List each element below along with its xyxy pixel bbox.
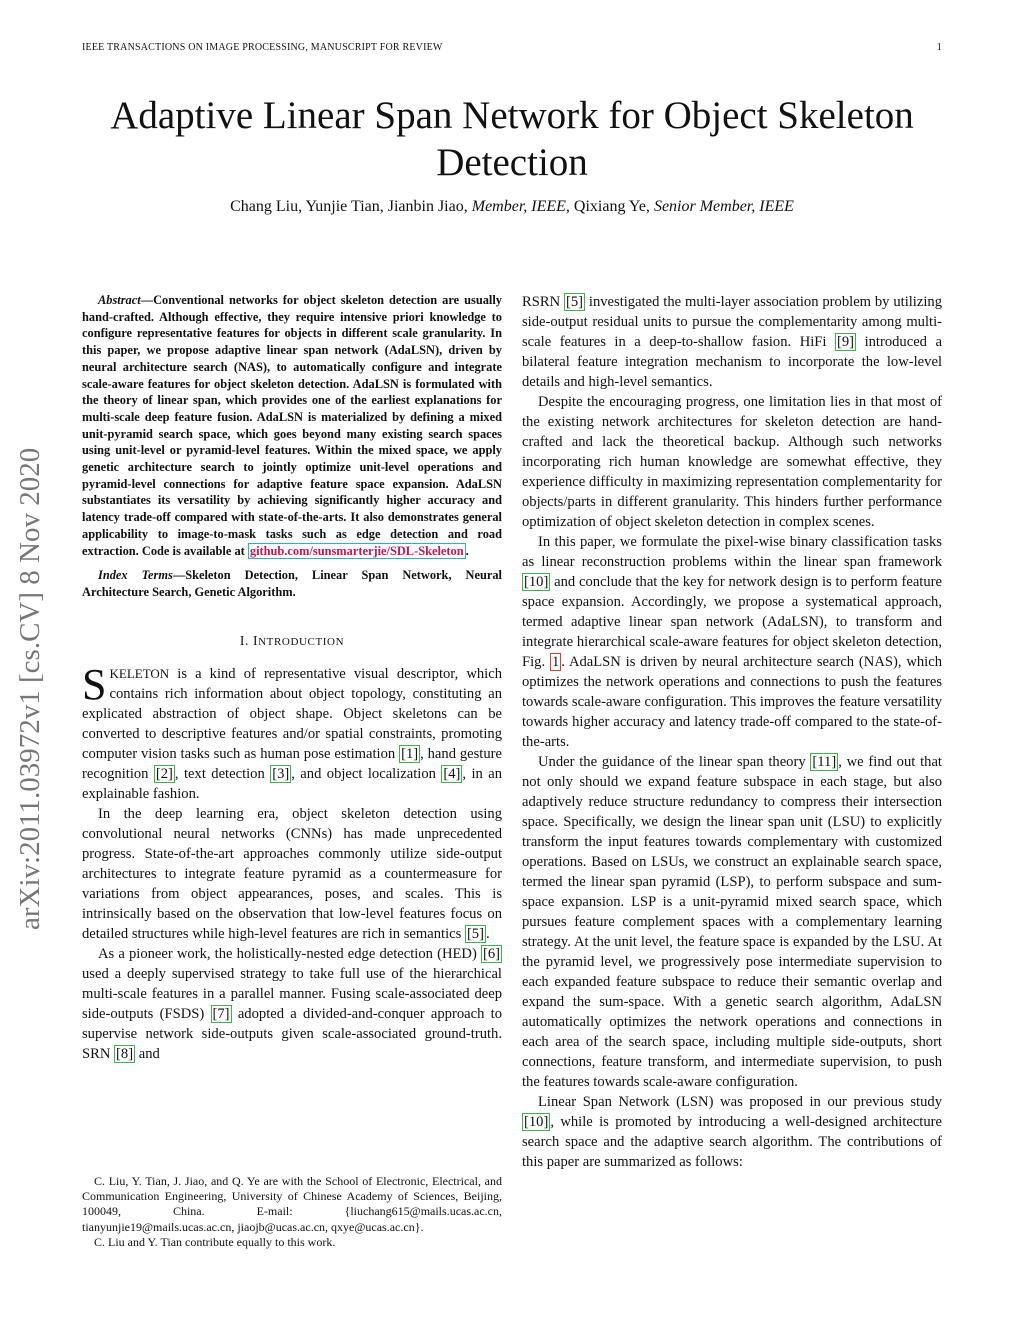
citation-9[interactable]: [9] — [837, 334, 855, 350]
citation-6[interactable]: [6] — [482, 945, 500, 962]
right-paragraph-2: Despite the encouraging progress, one limitation lies in that most of the existing network architectures for skeleton detection are hand-crafted and lack the theoretical backup. Although such networks incorporating rich human knowledge are somewhat effective, they experience difficulty in maximizing representation complementarity for objects/parts in different granularity. This hinders further performance optimization of object skeleton detection in complex scenes. — [522, 394, 942, 530]
citation-11[interactable]: [11] — [812, 754, 837, 770]
author-role-senior: Senior Member, IEEE — [653, 198, 794, 215]
text-run: As a pioneer work, the holistically-nested edge detection (HED) — [98, 945, 481, 962]
author-role-member: Member, IEEE, — [471, 198, 570, 215]
text-run: , text detection — [174, 765, 271, 782]
code-link[interactable]: github.com/sunsmarterjie/SDL-Skeleton — [249, 543, 464, 558]
journal-name: IEEE TRANSACTIONS ON IMAGE PROCESSING, MANUSCRIPT FOR REVIEW — [82, 42, 443, 53]
text-run: In this paper, we formulate the pixel-wise binary classification tasks as linear reconstruction problems within the linear span framework — [522, 534, 942, 570]
intro-first-word: KELETON — [109, 665, 170, 681]
text-run: . — [485, 925, 490, 942]
citation-10[interactable]: [10] — [524, 574, 549, 590]
text-run: investigated the multi-layer association problem by utilizing side-output residual units to pursue the complementarity among multi-scale features in a deep-to-shallow fasion. HiFi — [522, 294, 942, 350]
text-run: , we find out that not only should we expand feature subspace in each stage, but also adaptively reduce structure redundancy to compress their intersection space. Specifically, we design the linear span unit (LSU) to explicitly transform the input features towards complementary with customized operations. Based on LSUs, we construct an explainable search space, termed the linear span pyramid (LSP), to perform subspace and sum-space expansion. LSP is a unit-pyramid mixed search space, which pursues feature complement spaces with a complementary learning strategy. At the unit level, the feature space is expanded by the LSU. At the pyramid level, we progressively pose intermediate supervision to each expanded feature subspace to reduce their semantic overlap and expand the sum-space. With a genetic search algorithm, AdaLSN automatically optimizes the network operations and connections in each area of the search space, including multiple side-outputs, short connections, feature transform, and intermediate supervision, to push the features towards scale-aware configuration. — [522, 754, 942, 1090]
text-run: . AdaLSN is driven by neural architecture search (NAS), which optimizes the network operations and connections to push the features towards scale-aware configuration. This improves the feature versatility towards higher accuracy and latency trade-off compared to the state-of-the-arts. — [522, 654, 943, 750]
text-run: used a deeply supervised strategy to take full use of the hierarchical multi-scale features in a parallel manner. Fusing scale-associated deep side-outputs (FSDS) — [82, 965, 502, 1022]
right-paragraph-5 — [522, 1092, 942, 1172]
citation-5[interactable]: [5] — [466, 925, 484, 942]
text-run: is a kind of representative visual descriptor, which contains rich information about object topology, constituting an explicated abstraction of object shape. Object skeletons can be converted to descriptive features and/or spatial constraints, promoting computer vision tasks such as human pose estimation — [82, 665, 502, 762]
intro-paragraph-2 — [82, 804, 502, 944]
citation-5[interactable]: [5] — [566, 294, 584, 310]
abstract-text: —Conventional networks for object skeleton detection are usually hand-crafted. Although effective, they require intensive priori knowledge to configure representative features for objects in different scale granularity. In this paper, we propose adaptive linear span network (AdaLSN), driven by neural architecture search (NAS), to automatically configure and integrate scale-aware features for object skeleton detection. AdaLSN is formulated with the theory of linear span, which provides one of the earliest explanations for multi-scale deep feature fusion. AdaLSN is materialized by defining a mixed unit-pyramid search space, which goes beyond many existing search spaces using unit-level or pyramid-level features. Within the mixed space, we apply genetic architecture search to jointly optimize unit-level operations and pyramid-level connections for adaptive feature space expansion. AdaLSN substantiates its versatility by achieving significantly higher accuracy and latency trade-off compared with state-of-the-arts. It also demonstrates general applicability to image-to-mask tasks such as edge detection and road extraction. Code is available at — [82, 293, 502, 558]
right-paragraph-3 — [522, 532, 942, 752]
figure-1-link[interactable]: 1 — [551, 654, 560, 670]
text-run: , hand gesture recognition — [82, 745, 502, 782]
citation-8[interactable]: [8] — [116, 1045, 134, 1062]
index-terms-text: —Skeleton Detection, Linear Span Network, Neural Architecture Search, Genetic Algorithm. — [82, 568, 502, 599]
index-terms-label: Index Terms — [98, 568, 173, 583]
section-title-rest: NTRODUCTION — [258, 635, 345, 648]
dropcap: S — [82, 659, 107, 709]
citation-3[interactable]: [3] — [272, 765, 290, 782]
text-run: adopted a divided-and-conquer approach to supervise network side-outputs given scale-associated ground-truth. SRN — [82, 1005, 502, 1062]
citation-1[interactable]: [1] — [401, 745, 419, 762]
text-run: , while is promoted by introducing a well-designed architecture search space and the adaptive search algorithm. The contributions of this paper are summarized as follows: — [522, 1114, 942, 1170]
text-run: RSRN — [522, 294, 564, 310]
section-heading-introduction — [82, 631, 502, 652]
abstract — [82, 292, 502, 559]
abstract-end: . — [465, 543, 469, 558]
authors-part-1: Chang Liu, Yunjie Tian, Jianbin Jiao, — [230, 198, 472, 215]
footnote-affiliation: C. Liu, Y. Tian, J. Jiao, and Q. Ye are with the School of Electronic, Electrical, and Communication Engineering, University of Chinese Academy of Sciences, Beijing, 100049, China. E-mail: {liuchang615@mails.ucas.ac.cn, tianyunjie19@mails.ucas.ac.cn, jiaojb@ucas.ac.cn, qxye@ucas.ac.cn}. — [82, 1174, 502, 1234]
citation-7[interactable]: [7] — [212, 1005, 230, 1022]
abstract-label: Abstract — [98, 293, 141, 307]
text-run: , in an explainable fashion. — [82, 765, 502, 802]
citation-2[interactable]: [2] — [155, 765, 173, 782]
section-title-initial: I — [252, 632, 259, 648]
text-run: and — [135, 1045, 160, 1062]
running-head — [82, 42, 942, 56]
intro-paragraph-3 — [82, 944, 502, 1064]
paper-title: Adaptive Linear Span Network for Object Skeleton Detection — [110, 94, 914, 184]
citation-10[interactable]: [10] — [524, 1114, 549, 1130]
right-paragraph-4 — [522, 752, 942, 1092]
index-terms — [82, 567, 502, 600]
text-run: and conclude that the key for network design is to perform feature space expansion. Accordingly, we propose a systematical approach, termed adaptive linear span network (AdaLSN), to transform and integrate hierarchical scale-aware features for object skeleton detection, Fig. — [522, 574, 942, 670]
right-paragraph-1 — [522, 292, 942, 392]
footnote-equal-contribution: C. Liu and Y. Tian contribute equally to this work. — [94, 1234, 336, 1249]
authors-part-2: Qixiang Ye, — [569, 198, 654, 215]
text-run: introduced a bilateral feature integration mechanism to incorporate the low-level details and high-level semantics. — [522, 334, 942, 390]
author-footnote — [82, 1174, 502, 1250]
text-run: In the deep learning era, object skeleton detection using convolutional neural networks (CNNs) has made unprecedented progress. State-of-the-art approaches commonly utilize side-output architectures to integrate feature pyramid as a countermeasure for variations from object appearances, poses, and scales. This is intrinsically based on the observation that low-level features focus on detailed structures while high-level features are rich in semantics — [82, 805, 502, 942]
intro-paragraph-1 — [82, 659, 502, 804]
page-number: 1 — [936, 42, 942, 53]
text-run: , and object localization — [291, 765, 442, 782]
text-run: Linear Span Network (LSN) was proposed in our previous study — [538, 1094, 942, 1110]
author-list — [82, 198, 942, 216]
citation-4[interactable]: [4] — [443, 765, 461, 782]
text-run: Under the guidance of the linear span theory — [538, 754, 811, 770]
left-column — [82, 292, 502, 1064]
section-numeral: I. — [239, 632, 253, 648]
arxiv-stamp[interactable]: arXiv:2011.03972v1 [cs.CV] 8 Nov 2020 — [14, 447, 46, 930]
right-column — [522, 292, 942, 1172]
